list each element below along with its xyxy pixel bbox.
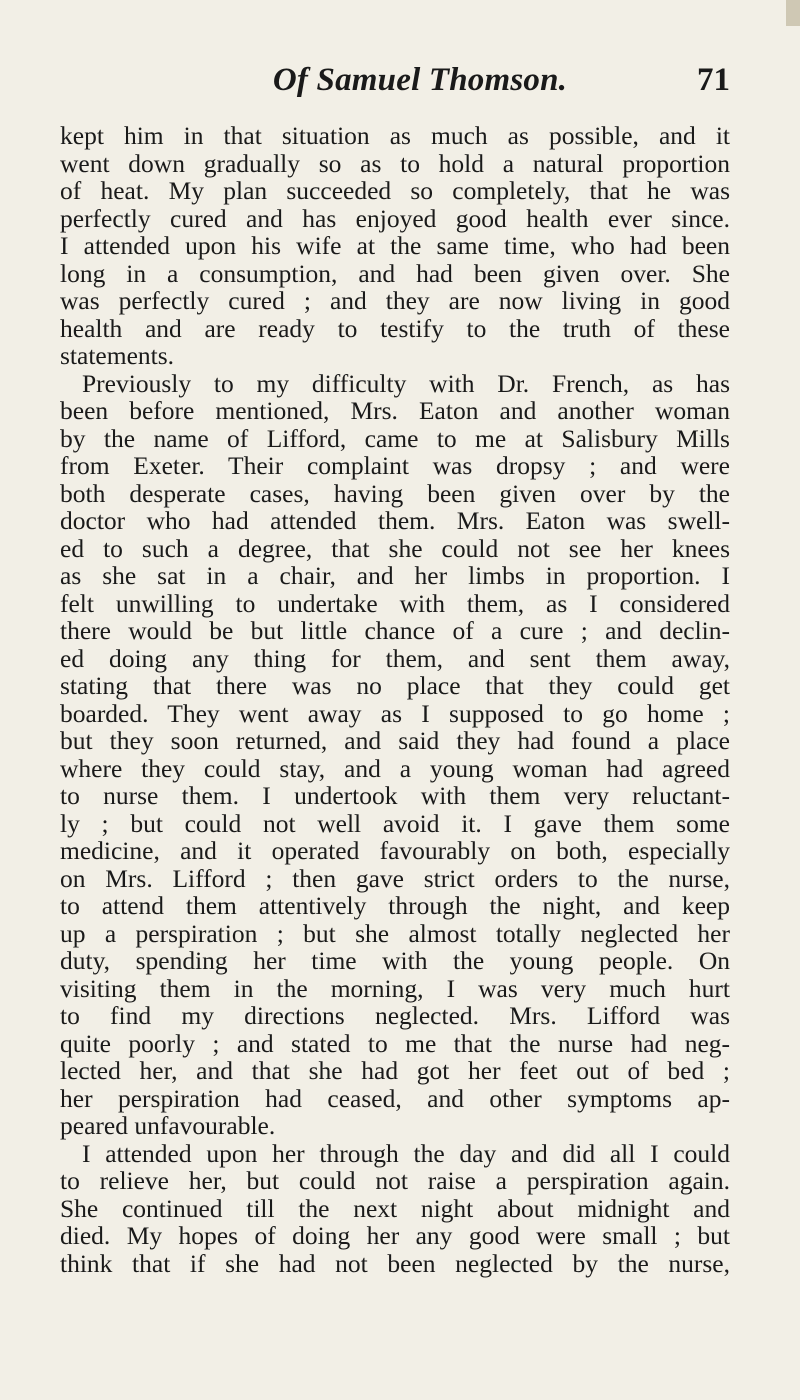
text-line: I attended upon her through the day and did all I could [82, 1138, 730, 1168]
text-line: was perfectly cured ; and they are now living in good [60, 286, 730, 315]
text-line: peared unfavourable. [60, 1111, 276, 1140]
text-line: been before mentioned, Mrs. Eaton and another woman [60, 396, 730, 425]
text-line: on Mrs. Lifford ; then gave strict orders to the nurse, [60, 863, 730, 893]
text-line: statements. [60, 341, 175, 370]
page-header [110, 60, 730, 100]
text-line: Previously to my difficulty with Dr. French, as has [82, 368, 730, 398]
text-line: both desperate cases, having been given over by the [60, 478, 730, 508]
text-line: kept him in that situation as much as possible, and it [60, 121, 730, 150]
text-line: ly ; but could not well avoid it. I gave them some [60, 808, 730, 838]
text-line: boarded. They went away as I supposed to go home ; [60, 698, 730, 728]
running-title: Of Samuel Thomson. [272, 62, 568, 98]
text-line: her perspiration had ceased, and other symptoms ap- [60, 1083, 730, 1113]
text-line: doctor who had attended them. Mrs. Eaton was swell- [60, 506, 730, 535]
text-line: stating that there was no place that they could get [60, 671, 730, 700]
text-line: but they soon returned, and said they had found a place [60, 726, 730, 755]
text-line: ed doing any thing for them, and sent them away, [60, 643, 730, 673]
text-line: long in a consumption, and had been given over. She [60, 258, 730, 288]
text-line: health and are ready to testify to the truth of these [60, 313, 730, 343]
text-line: to attend them attentively through the night, and keep [60, 891, 730, 920]
text-line: to nurse them. I undertook with them very reluctant- [60, 781, 730, 810]
text-line: quite poorly ; and stated to me that the nurse had neg- [60, 1028, 730, 1058]
text-line: She continued till the next night about midnight and [60, 1193, 730, 1223]
text-line: of heat. My plan succeeded so completely, that he was [60, 176, 730, 205]
body-text [60, 122, 730, 1277]
text-line: visiting them in the morning, I was very much hurt [60, 973, 730, 1003]
text-line: duty, spending her time with the young people. On [60, 946, 730, 975]
text-line: to relieve her, but could not raise a perspiration again. [60, 1166, 730, 1195]
text-line: ed to such a degree, that she could not see her knees [60, 533, 730, 563]
text-line: as she sat in a chair, and her limbs in proportion. I [60, 561, 730, 590]
text-line: to find my directions neglected. Mrs. Lifford was [60, 1001, 730, 1030]
text-line: think that if she had not been neglected by the nurse, [60, 1248, 730, 1278]
text-line: went down gradually so as to hold a natural proportion [60, 148, 730, 178]
text-line: died. My hopes of doing her any good were small ; but [60, 1221, 730, 1250]
text-line: from Exeter. Their complaint was dropsy ; and were [60, 451, 730, 480]
text-line: up a perspiration ; but she almost totally neglected her [60, 918, 730, 948]
text-line: perfectly cured and has enjoyed good health ever since. [60, 203, 730, 233]
text-line: by the name of Lifford, came to me at Salisbury Mills [60, 423, 730, 453]
text-line: felt unwilling to undertake with them, as I considered [60, 588, 730, 618]
text-line: lected her, and that she had got her feet out of bed ; [60, 1056, 730, 1085]
page-number: 71 [697, 62, 730, 98]
text-line: medicine, and it operated favourably on both, especially [60, 836, 730, 865]
text-line: there would be but little chance of a cure ; and declin- [60, 616, 730, 645]
page-edge-mark [786, 0, 800, 26]
text-line: where they could stay, and a young woman had agreed [60, 753, 730, 783]
text-line: I attended upon his wife at the same time, who had been [60, 231, 730, 260]
